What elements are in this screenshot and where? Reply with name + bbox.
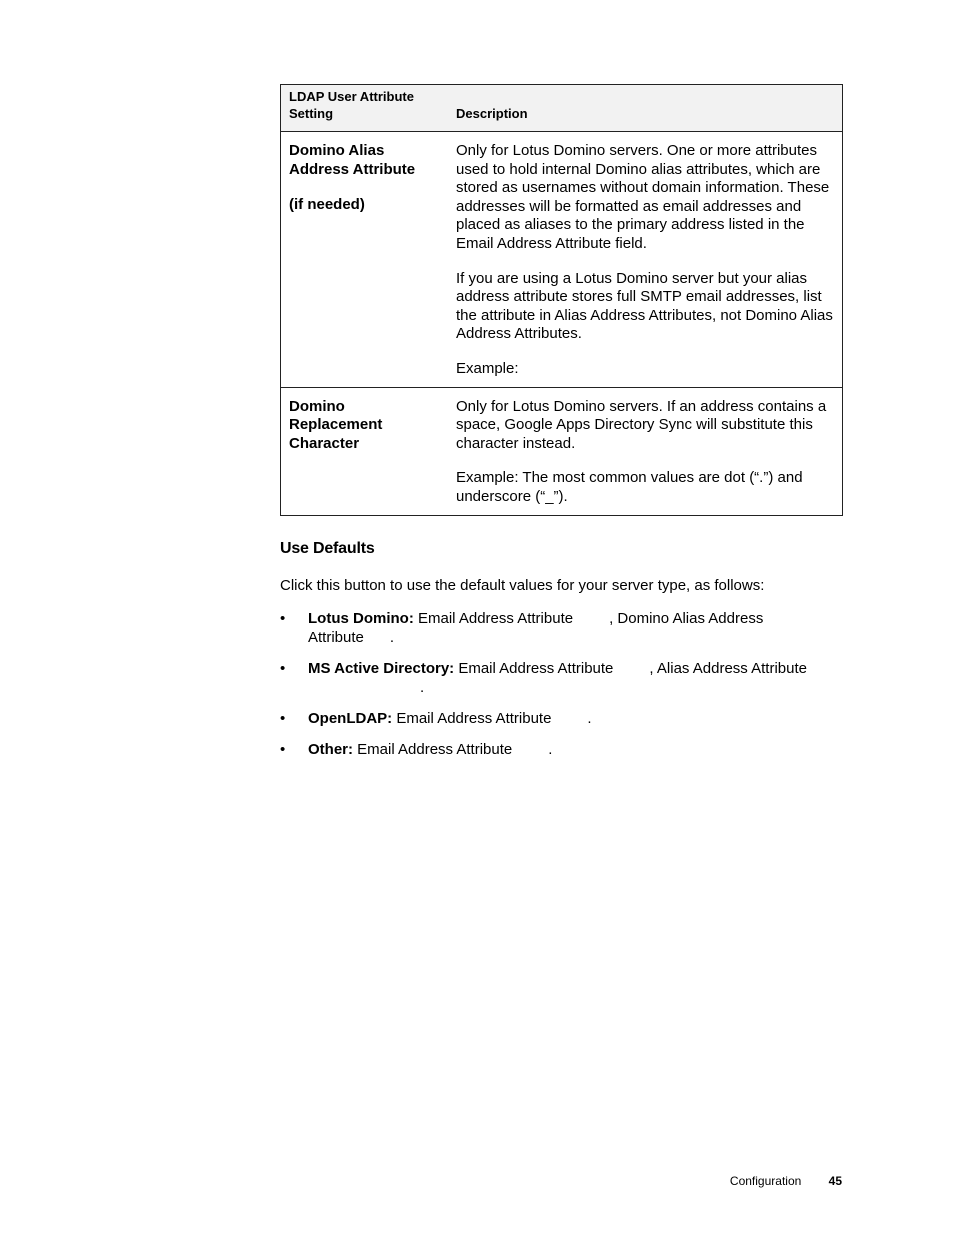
description-paragraph: Example: — [456, 359, 519, 377]
description-paragraph: Example: The most common values are dot (“.”) and underscore (“_”). — [456, 469, 803, 505]
list-item — [280, 659, 840, 697]
page-footer — [730, 1174, 842, 1188]
item-text: , Domino Alias Address — [609, 610, 764, 627]
item-end: . — [389, 629, 395, 646]
item-label: OpenLDAP: — [308, 710, 393, 727]
description-column-header: Description — [448, 85, 843, 132]
item-text: , Alias Address Attribute — [649, 660, 807, 677]
description-cell — [448, 387, 843, 515]
bullet: • — [280, 660, 286, 677]
bullet: • — [280, 710, 286, 727]
bullet: • — [280, 741, 286, 758]
setting-name: Domino Alias Address Attribute — [289, 142, 416, 178]
bullet: • — [280, 610, 286, 627]
ldap-attribute-table — [280, 84, 843, 516]
setting-column-header: LDAP User Attribute Setting — [281, 85, 449, 132]
item-label: Other: — [308, 741, 353, 758]
list-item — [280, 740, 840, 759]
item-text: Email Address Attribute — [458, 660, 614, 677]
setting-cell — [281, 387, 449, 515]
page-number: 45 — [828, 1174, 842, 1188]
section-intro: Click this button to use the default values for your server type, as follows: — [280, 577, 765, 594]
item-text: Email Address Attribute — [418, 610, 574, 627]
description-cell — [448, 132, 843, 388]
table-header-row — [281, 85, 843, 132]
table-row — [281, 387, 843, 515]
description-paragraph: Only for Lotus Domino servers. One or more attributes used to hold internal Domino alias attributes, which are stored as usernames without domain information. These addresses will be formatted as email addresses and placed as aliases to the primary address listed in the Email Address Attribute field. — [456, 142, 830, 252]
description-paragraph: Only for Lotus Domino servers. If an address contains a space, Google Apps Directory Sync will substitute this character instead. — [456, 397, 827, 452]
section-heading: Use Defaults — [280, 540, 375, 557]
list-item — [280, 609, 840, 647]
item-label: Lotus Domino: — [308, 610, 414, 627]
setting-note: (if needed) — [289, 196, 365, 214]
item-end: . — [548, 741, 553, 758]
setting-name: Domino Replacement Character — [289, 397, 383, 452]
setting-cell — [281, 132, 449, 388]
item-label: MS Active Directory: — [308, 660, 455, 677]
item-text: Email Address Attribute — [357, 741, 513, 758]
item-end: . — [420, 679, 425, 696]
list-item — [280, 709, 840, 728]
description-paragraph: If you are using a Lotus Domino server but your alias address attribute stores full SMTP email addresses, list the attribute in Alias Address Attributes, not Domino Alias Address Attributes. — [456, 269, 833, 343]
footer-section-label: Configuration — [729, 1174, 802, 1188]
table-row — [281, 132, 843, 388]
item-end: . — [587, 710, 592, 727]
defaults-list — [280, 609, 840, 771]
item-text: Attribute — [308, 629, 364, 646]
item-text: Email Address Attribute — [396, 710, 552, 727]
